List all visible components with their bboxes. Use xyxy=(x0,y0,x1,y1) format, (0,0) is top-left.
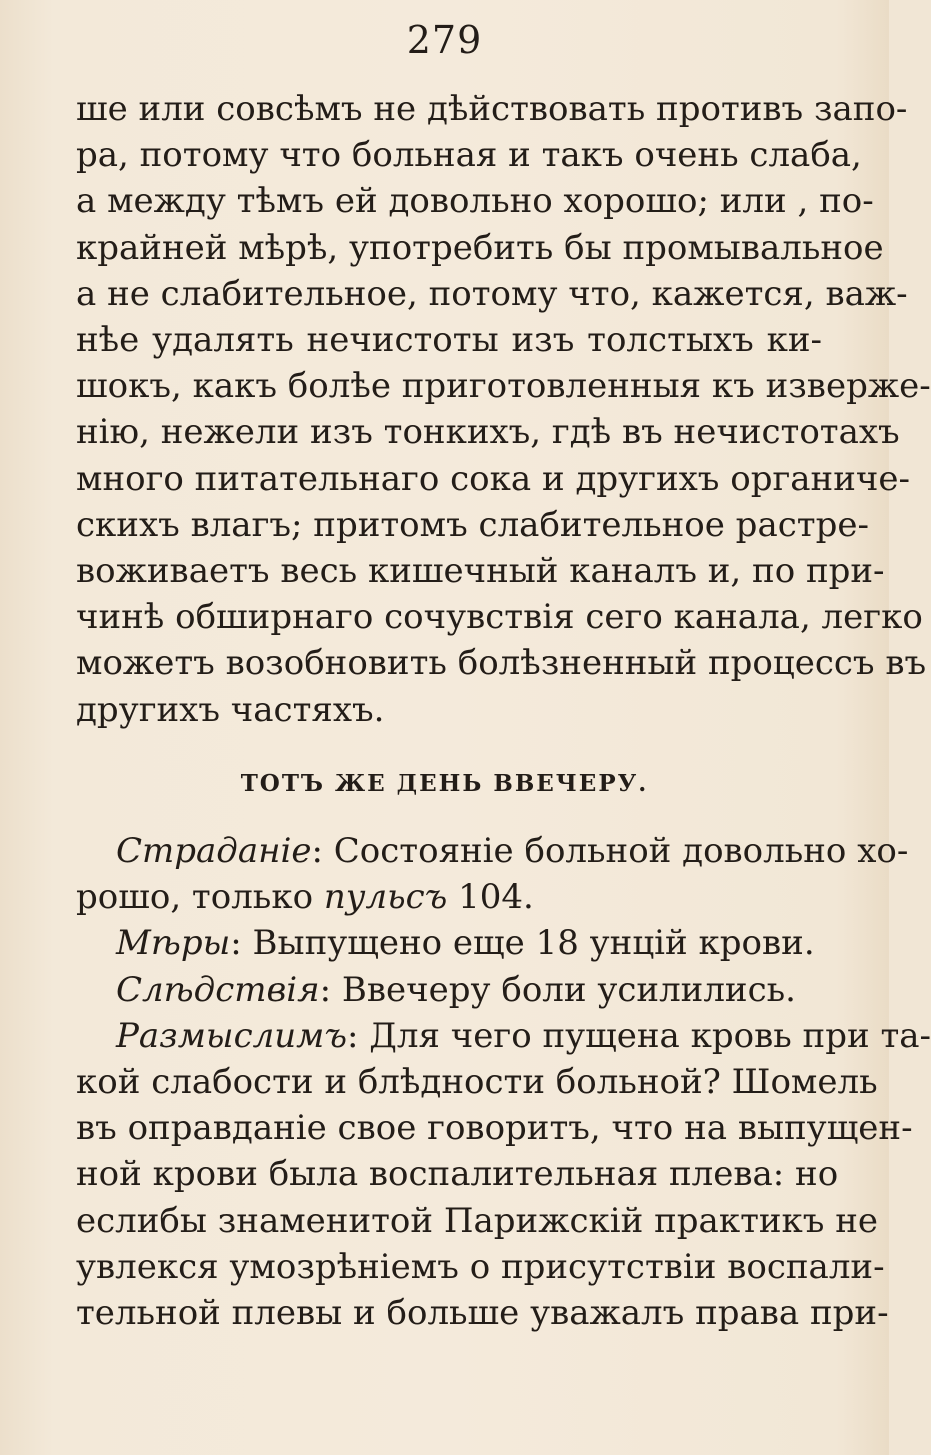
text-line: ра, потому что больная и такъ очень слаба, xyxy=(76,135,862,176)
text-line: нію, нежели изъ тонкихъ, гдѣ въ нечистотахъ xyxy=(76,412,900,453)
entry-reflection-line xyxy=(76,1013,931,1059)
entry-reflection-line: тельной плевы и больше уважалъ права при- xyxy=(76,1293,889,1334)
text-line: а между тѣмъ ей довольно хорошо; или , по- xyxy=(76,181,874,222)
entry-italic-word: пульсъ xyxy=(323,877,448,918)
entry-reflection-line: въ оправданіе свое говоритъ, что на выпущен- xyxy=(76,1108,913,1149)
entry-text: : Выпущено еще 18 унцій крови. xyxy=(230,923,815,964)
text-line: ше или совсѣмъ не дѣйствовать противъ запо- xyxy=(76,89,908,129)
entry-reflection-line: кой слабости и блѣдности больной? Шомель xyxy=(76,1062,878,1103)
text-line: воживаетъ весь кишечный каналъ и, по при- xyxy=(76,551,885,592)
paragraph-continuation xyxy=(76,86,931,733)
entry-text: : Ввечеру боли усилились. xyxy=(319,969,796,1010)
entry-text: : Состояніе больной довольно хо- xyxy=(311,831,909,871)
section-heading: ТОТЪ ЖЕ ДЕНЬ ВВЕЧЕРУ. xyxy=(240,770,649,797)
entry-reflection-line: еслибы знаменитой Парижскій практикъ не xyxy=(76,1200,879,1241)
text-line: другихъ частяхъ. xyxy=(76,689,385,730)
entry-reflection-line: ной крови была воспалительная плева: но xyxy=(76,1154,839,1195)
entry-text: рошо, только xyxy=(76,877,324,918)
text-line: шокъ, какъ болѣе приготовленныя къ изверже- xyxy=(76,366,931,407)
entry-lead: Размыслимъ xyxy=(116,1015,348,1056)
text-line: крайней мѣрѣ, употребить бы промывальное xyxy=(76,227,884,268)
case-entries xyxy=(76,828,931,1336)
entry-consequences-line xyxy=(76,967,822,1013)
text-line: много питательнаго сока и другихъ органиче- xyxy=(76,458,910,499)
entry-lead: Страданіе xyxy=(116,831,312,871)
text-line: чинѣ обширнаго сочувствія сего канала, легко xyxy=(76,597,923,638)
entry-measures-line xyxy=(76,920,822,966)
page-number: 279 xyxy=(406,18,483,62)
entry-symptoms-line xyxy=(76,828,909,874)
entry-lead: Слѣдствія xyxy=(116,969,320,1010)
text-line: нѣе удалять нечистоты изъ толстыхъ ки- xyxy=(76,320,822,361)
text-line: можетъ возобновить болѣзненный процессъ въ xyxy=(76,643,927,684)
text-line: скихъ влагъ; притомъ слабительное растре- xyxy=(76,504,869,545)
entry-symptoms-line xyxy=(76,874,822,920)
entry-text: 104. xyxy=(447,877,534,918)
entry-text: : Для чего пущена кровь при та- xyxy=(347,1015,931,1056)
entry-reflection-line: увлекся умозрѣніемъ о присутствіи воспали- xyxy=(76,1246,885,1287)
entry-lead: Мѣры xyxy=(116,923,231,964)
text-line: а не слабительное, потому что, кажется, важ- xyxy=(76,273,908,314)
